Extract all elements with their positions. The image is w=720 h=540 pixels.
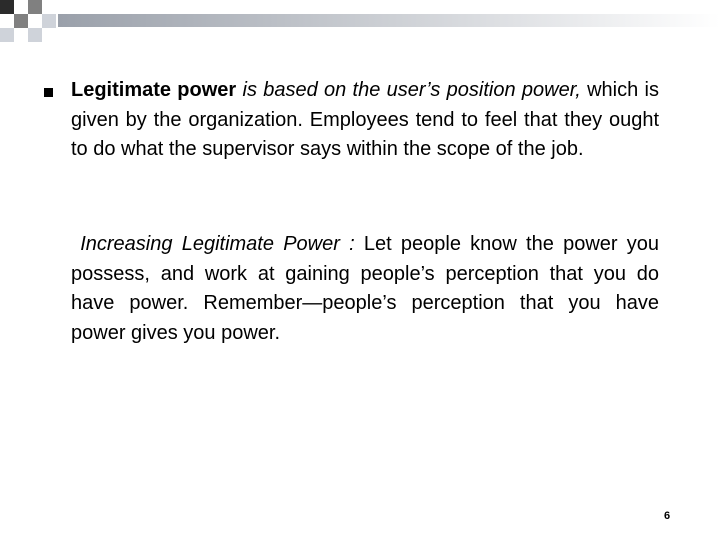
paragraph-text: which is given by the organization. Employees tend to feel that they ought to do what the supervisor says within the scope of the job. [71,79,659,160]
bold-term: Legitimate power [71,79,237,101]
italic-heading: Increasing Legitimate Power : [80,233,364,255]
italic-phrase: is based on the user’s position power, [236,79,581,101]
paragraph-increasing-power [71,230,659,348]
paragraph-legitimate-power [71,76,659,165]
page-number: 6 [664,510,671,522]
square-bullet-icon [44,88,53,97]
leading-space [71,233,80,255]
paragraph-text: Let people know the power you possess, and work at gaining people’s perception that you do have power. Remember—people’s perception that you have power gives you power. [71,233,660,344]
